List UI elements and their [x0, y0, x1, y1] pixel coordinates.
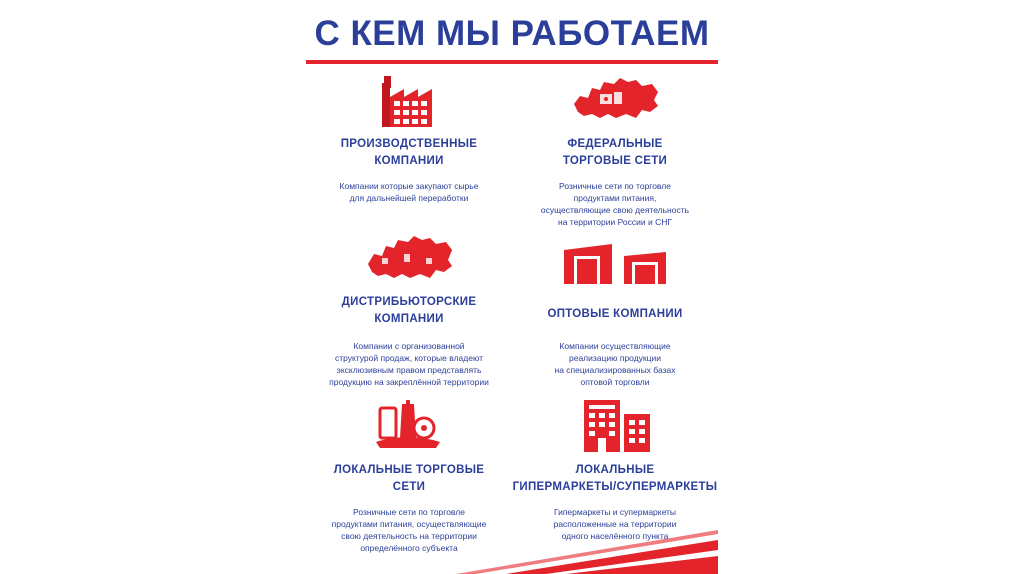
warehouse-icon — [562, 238, 670, 286]
factory-icon — [378, 73, 442, 127]
item-federal-retail-chains — [512, 70, 718, 230]
grocery-icon — [372, 398, 444, 450]
item-distribution-companies — [306, 230, 512, 390]
page-title: С КЕМ МЫ РАБОТАЕМ — [314, 14, 710, 53]
item-heading: ФЕДЕРАЛЬНЫЕ ТОРГОВЫЕ СЕТИ — [562, 138, 668, 167]
item-heading: ЛОКАЛЬНЫЕ ТОРГОВЫЕ СЕТИ — [333, 464, 485, 493]
bottom-stripes — [306, 520, 718, 574]
russia-map-icon — [364, 232, 456, 284]
item-heading: ОПТОВЫЕ КОМПАНИИ — [547, 308, 683, 320]
title-underline — [306, 60, 718, 64]
item-description: Компании осуществляющие реализацию продукции на специализированных базах оптовой торговли — [554, 341, 676, 387]
item-wholesale-companies — [512, 230, 718, 390]
item-description: Розничные сети по торговле продуктами питания, осуществляющие свою деятельность на территории определённого субъекта — [331, 507, 487, 553]
item-production-companies — [306, 70, 512, 220]
russia-map-icon — [570, 74, 662, 124]
item-heading: ПРОИЗВОДСТВЕННЫЕ КОМПАНИИ — [340, 138, 478, 167]
item-heading: ЛОКАЛЬНЫЕ ГИПЕРМАРКЕТЫ/СУПЕРМАРКЕТЫ — [512, 464, 718, 493]
office-buildings-icon — [582, 398, 652, 454]
poster — [306, 0, 718, 574]
item-description: Компании которые закупают сырье для дальнейшей переработки — [339, 181, 479, 203]
item-heading: ДИСТРИБЬЮТОРСКИЕ КОМПАНИИ — [341, 296, 477, 325]
item-description: Розничные сети по торговле продуктами питания, осуществляющие свою деятельность на территории России и СНГ — [540, 181, 690, 227]
item-description: Компании с организованной структурой продаж, которые владеют эксклюзивным правом представлять продукцию на закреплённой территории — [329, 341, 489, 387]
item-description: Гипермаркеты и супермаркеты расположенные на территории одного населённого пункта — [553, 507, 677, 541]
